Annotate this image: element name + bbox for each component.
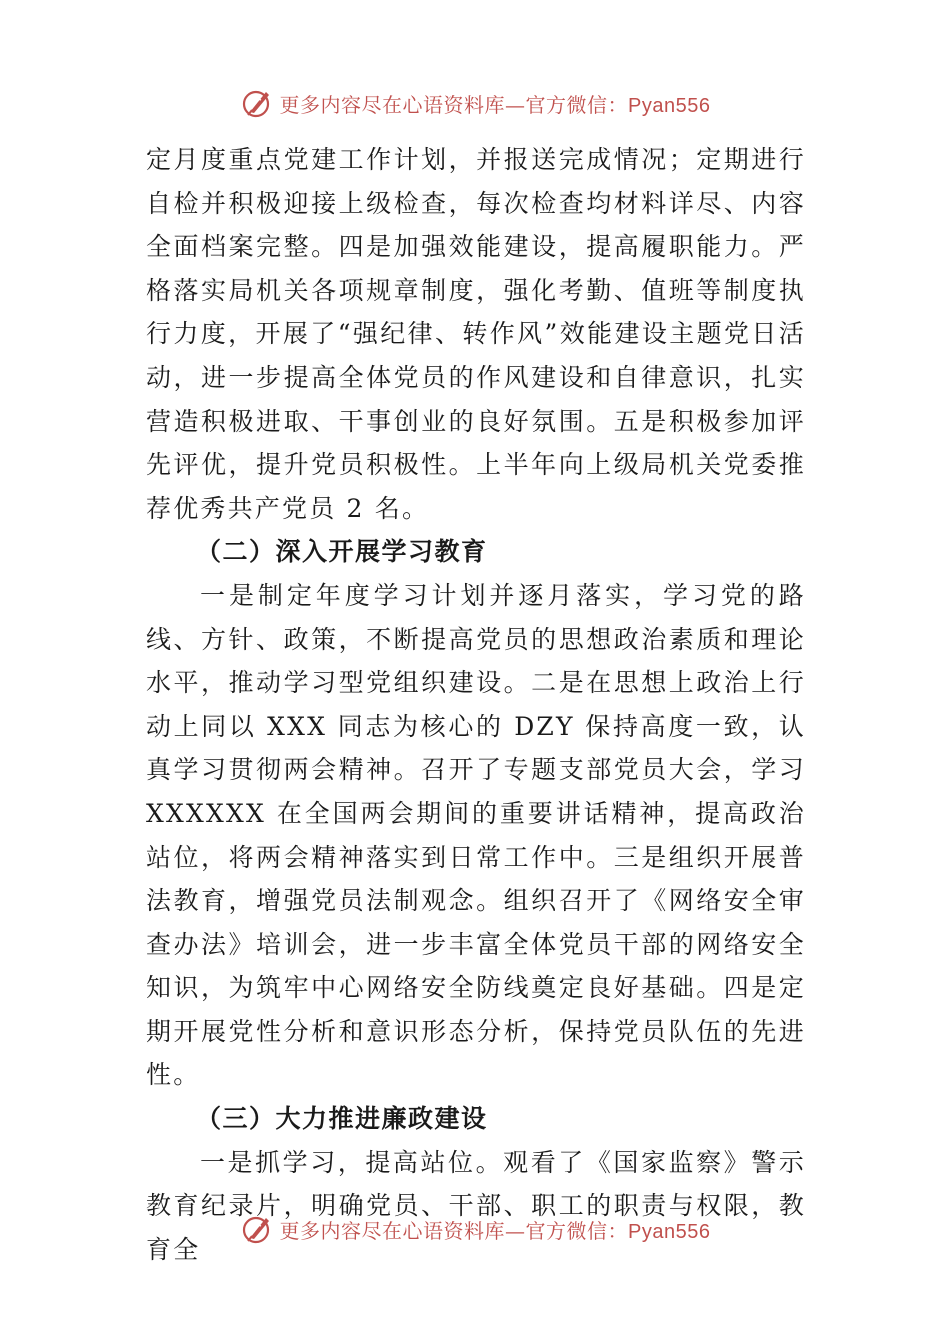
banner-wechat-id: Pyan556	[628, 1220, 711, 1243]
document-body	[146, 138, 806, 1271]
header-watermark-banner	[0, 83, 950, 123]
banner-label: 更多内容尽在心语资料库—官方微信：	[279, 92, 629, 117]
quill-logo-icon	[240, 86, 274, 120]
footer-watermark-banner	[0, 1209, 950, 1249]
banner-wechat-id: Pyan556	[628, 94, 711, 117]
banner-text	[280, 1215, 711, 1244]
paragraph-integrity-building: 一是抓学习，提高站位。观看了《国家监察》警示教育纪录片，明确党员、干部、职工的职责与权限，教育全	[146, 1147, 806, 1264]
quill-logo-icon	[240, 1212, 274, 1246]
section-heading-3: （三）大力推进廉政建设	[196, 1104, 488, 1134]
section-heading-2: （二）深入开展学习教育	[196, 537, 488, 567]
banner-text	[280, 89, 711, 118]
paragraph-study-education: 一是制定年度学习计划并逐月落实，学习党的路线、方针、政策，不断提高党员的思想政治素质和理论水平，推动学习型党组织建设。二是在思想上政治上行动上同以 XXX 同志为核心的 DZY 保持高度一致，认真学习贯彻两会精神。召开了专题支部党员大会，学习 XXXXXX 在全国两会期间的重要讲话精神，提高政治站位，将两会精神落实到日常工作中。三是组织开展普法教育，增强党员法制观念。组织召开了《网络安全审查办法》培训会，进一步丰富全体党员干部的网络安全知识，为筑牢中心网络安全防线奠定良好基础。四是定期开展党性分析和意识形态分析，保持党员队伍的先进性。	[146, 580, 806, 1090]
paragraph-continued: 定月度重点党建工作计划，并报送完成情况；定期进行自检并积极迎接上级检查，每次检查均材料详尽、内容全面档案完整。四是加强效能建设，提高履职能力。严格落实局机关各项规章制度，强化考勤、值班等制度执行力度，开展了“强纪律、转作风”效能建设主题党日活动，进一步提高全体党员的作风建设和自律意识，扎实营造积极进取、干事创业的良好氛围。五是积极参加评先评优，提升党员积极性。上半年向上级局机关党委推荐优秀共产党员 2 名。	[146, 145, 806, 523]
banner-label: 更多内容尽在心语资料库—官方微信：	[279, 1218, 629, 1243]
